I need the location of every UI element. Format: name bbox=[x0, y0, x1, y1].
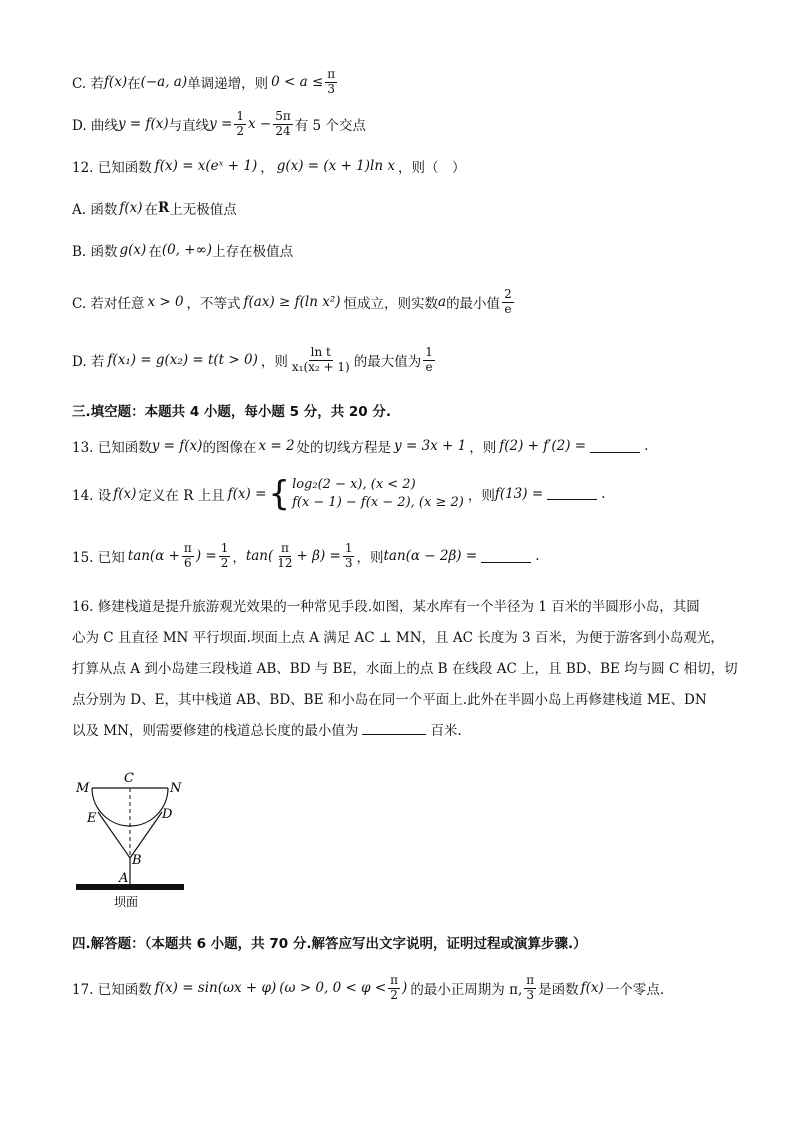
q12-d-frac: $\frac{\text{ln t}}{\text{x₁(x₂ + 1)}}$ bbox=[291, 345, 350, 374]
q13-expr: f(2) + f′(2) = bbox=[499, 438, 587, 454]
q13-answer-blank[interactable] bbox=[590, 440, 640, 453]
q13-text1: 13. 已知函数 bbox=[72, 440, 152, 456]
q17-close: ) bbox=[402, 980, 408, 997]
q15-eq2: + β) = bbox=[296, 548, 341, 565]
q12-c-cond: x > 0 bbox=[147, 294, 184, 311]
q12-c-text4: 的最小值 bbox=[446, 296, 501, 313]
q17 bbox=[72, 974, 664, 1003]
q11-d-frac2: $\frac{5\pi}{24}$ bbox=[275, 109, 291, 138]
q13-x: x = 2 bbox=[258, 438, 295, 454]
q12-option-d bbox=[72, 346, 437, 375]
q15-comma: ， bbox=[232, 550, 246, 567]
q11-option-c bbox=[72, 68, 339, 97]
q16-label-e: E bbox=[87, 811, 97, 826]
q12-a-text1: A. 函数 bbox=[72, 202, 118, 218]
q15-eq1: ) = bbox=[195, 548, 217, 565]
q15-text2: ，则 bbox=[356, 550, 384, 567]
q12-c-a: a bbox=[438, 294, 447, 311]
q14-cases bbox=[292, 476, 464, 511]
q12-stem-text1: 12. 已知函数 bbox=[72, 160, 152, 176]
q16-paragraph bbox=[72, 592, 738, 747]
q16-line-3: 打算从点 A 到小岛建三段栈道 AB、BD 与 BE，水面上的点 B 在线段 AC 上，且 BD、BE 均与圆 C 相切，切 bbox=[72, 661, 738, 677]
q16-label-dam: 坝面 bbox=[114, 895, 139, 909]
q11-c-text1: C. 若 bbox=[72, 76, 104, 93]
q16-label-d: D bbox=[162, 807, 173, 822]
q11-d-text3: 有 5 个交点 bbox=[294, 118, 366, 135]
q16-label-n: N bbox=[170, 781, 182, 796]
q11-c-frac: $\frac{\pi}{3}$ bbox=[327, 67, 336, 96]
q17-func: f(x) = sin(ωx + φ) bbox=[154, 980, 277, 997]
q12-b-text1: B. 函数 bbox=[72, 244, 118, 260]
q11-d-curve: y = f(x) bbox=[117, 116, 169, 133]
q15-tan1: tan(α + bbox=[127, 548, 180, 565]
q11-d-text2: 与直线 bbox=[168, 118, 210, 135]
q12-stem-text2: ，则（ ） bbox=[397, 160, 466, 176]
q11-d-frac1: $\frac{1}{2}$ bbox=[236, 109, 244, 138]
q14-fdef: f(x) = bbox=[227, 485, 267, 502]
q15-frac2: $\frac{1}{2}$ bbox=[220, 541, 229, 570]
q14-text2: 定义在 R 上且 bbox=[138, 487, 225, 504]
q11-c-text3: 单调递增，则 bbox=[187, 76, 269, 93]
q12-option-b bbox=[72, 240, 293, 260]
q16-line-5-text: 以及 MN，则需要修建的栈道总长度的最小值为 bbox=[72, 723, 359, 739]
q12-d-text2: ，则 bbox=[260, 354, 288, 371]
q14 bbox=[72, 473, 606, 514]
q16-label-m: M bbox=[76, 781, 90, 796]
q12-c-ineq: f(ax) ≥ f(ln x²) bbox=[243, 294, 341, 311]
q12-stem bbox=[72, 156, 465, 176]
q12-a-text3: 上无极值点 bbox=[169, 202, 237, 218]
q16-line-1: 16. 修建栈道是提升旅游观光效果的一种常见手段.如图，某水库有一个半径为 1 百米的半圆形小岛，其圆 bbox=[72, 599, 700, 615]
q12-c-text2: ，不等式 bbox=[186, 296, 241, 313]
q15-text1: 15. 已知 bbox=[72, 550, 125, 567]
q16-tangent-bd bbox=[130, 812, 162, 858]
q12-option-a bbox=[72, 198, 237, 218]
q11-option-d bbox=[72, 110, 366, 139]
q11-d-text1: D. 曲线 bbox=[72, 118, 118, 135]
q15-tan2: tan( bbox=[245, 548, 274, 565]
q17-frac2: $\frac{\pi}{3}$ bbox=[526, 973, 535, 1002]
q15-frac4: $\frac{1}{3}$ bbox=[344, 541, 353, 570]
q12-c-frac: $\frac{2}{e}$ bbox=[504, 287, 512, 316]
q12-d-text3: 的最大值为 bbox=[353, 354, 422, 371]
q12-a-text2: 在 bbox=[144, 202, 158, 218]
q11-d-line: y = bbox=[209, 116, 233, 133]
q12-option-c bbox=[72, 288, 516, 317]
q15-answer-blank[interactable] bbox=[481, 550, 531, 563]
q17-text4: 一个零点. bbox=[605, 982, 665, 999]
q14-text1: 14. 设 bbox=[72, 487, 112, 504]
q15-period: . bbox=[535, 548, 540, 565]
q12-b-interval: (0, +∞) bbox=[161, 242, 213, 258]
q17-text3: 是函数 bbox=[538, 982, 579, 999]
q12-stem-comma: ， bbox=[260, 160, 274, 176]
q11-c-fx: f(x) bbox=[103, 74, 128, 91]
q12-c-text3: 恒成立，则实数 bbox=[343, 296, 438, 313]
q13-period: . bbox=[644, 438, 649, 454]
q14-case1: log₂(2 − x), (x < 2) bbox=[292, 477, 416, 492]
q16-dam bbox=[76, 884, 184, 890]
q11-c-ineq: 0 < a ≤ bbox=[271, 74, 324, 91]
q16-tangent-be bbox=[98, 812, 130, 858]
q14-fx: f(x) bbox=[113, 485, 137, 502]
q16-line-5-unit: 百米. bbox=[430, 723, 462, 739]
q17-text1: 17. 已知函数 bbox=[72, 982, 152, 999]
q12-d-text1: D. 若 bbox=[72, 354, 105, 371]
q13 bbox=[72, 436, 648, 456]
q16-answer-blank[interactable] bbox=[362, 722, 426, 735]
q14-answer-blank[interactable] bbox=[547, 487, 597, 500]
q15 bbox=[72, 542, 539, 571]
q12-stem-f: f(x) = x(eˣ + 1) bbox=[154, 158, 258, 174]
q16-line-4: 点分别为 D、E，其中栈道 AB、BD、BE 和小岛在同一个平面上.此外在半圆小岛上再修建栈道 ME、DN bbox=[72, 692, 707, 708]
q16-label-b: B bbox=[132, 853, 142, 868]
q14-period: . bbox=[601, 485, 606, 502]
q16-label-c: C bbox=[124, 771, 134, 786]
q11-c-interval: (−a, a) bbox=[140, 74, 188, 91]
q12-d-eq: f(x₁) = g(x₂) = t(t > 0) bbox=[107, 352, 258, 369]
q12-c-text1: C. 若对任意 bbox=[72, 296, 145, 313]
q16-line-2: 心为 C 且直径 MN 平行坝面.坝面上点 A 满足 AC ⊥ MN，且 AC 长度为 3 百米，为便于游客到小岛观光， bbox=[72, 630, 724, 646]
q14-brace: { bbox=[268, 473, 291, 514]
q12-a-fx: f(x) bbox=[119, 200, 143, 216]
q14-text3: ，则 bbox=[467, 487, 495, 504]
q12-d-frac2: $\frac{1}{e}$ bbox=[425, 345, 433, 374]
section-3-heading: 三.填空题：本题共 4 小题，每小题 5 分，共 20 分. bbox=[72, 404, 392, 420]
q15-frac3: $\frac{\pi}{12}$ bbox=[277, 541, 293, 570]
q12-b-text2: 在 bbox=[148, 244, 162, 260]
q17-cond: (ω > 0, 0 < φ < bbox=[279, 980, 387, 997]
q14-case2: f(x − 1) − f(x − 2), (x ≥ 2) bbox=[292, 494, 464, 510]
q12-a-R: R bbox=[158, 200, 170, 216]
q16-line-5 bbox=[72, 716, 722, 747]
q16-label-a: A bbox=[119, 871, 129, 886]
q15-frac1: $\frac{\pi}{6}$ bbox=[183, 541, 192, 570]
q15-expr: tan(α − 2β) = bbox=[383, 548, 478, 565]
q12-stem-g: g(x) = (x + 1)ln x bbox=[276, 158, 395, 174]
q13-func: y = f(x) bbox=[151, 438, 203, 454]
q13-text3: 处的切线方程是 bbox=[296, 440, 392, 456]
section-4-heading: 四.解答题：（本题共 6 小题，共 70 分.解答应写出文字说明，证明过程或演算步骤.） bbox=[72, 936, 587, 952]
q11-c-text2: 在 bbox=[127, 76, 141, 93]
q13-text2: 的图像在 bbox=[202, 440, 257, 456]
q13-tangent: y = 3x + 1 bbox=[394, 438, 467, 454]
q12-b-gx: g(x) bbox=[119, 242, 147, 258]
q17-fx: f(x) bbox=[580, 980, 604, 997]
q17-frac1: $\frac{\pi}{2}$ bbox=[390, 973, 399, 1002]
q13-text4: ，则 bbox=[469, 440, 497, 456]
q12-b-text3: 上存在极值点 bbox=[212, 244, 294, 260]
q14-f13: f(13) = bbox=[494, 485, 544, 502]
q11-d-x: x − bbox=[247, 116, 272, 133]
q17-text2: 的最小正周期为 π, bbox=[410, 982, 523, 999]
q16-figure bbox=[70, 766, 195, 914]
